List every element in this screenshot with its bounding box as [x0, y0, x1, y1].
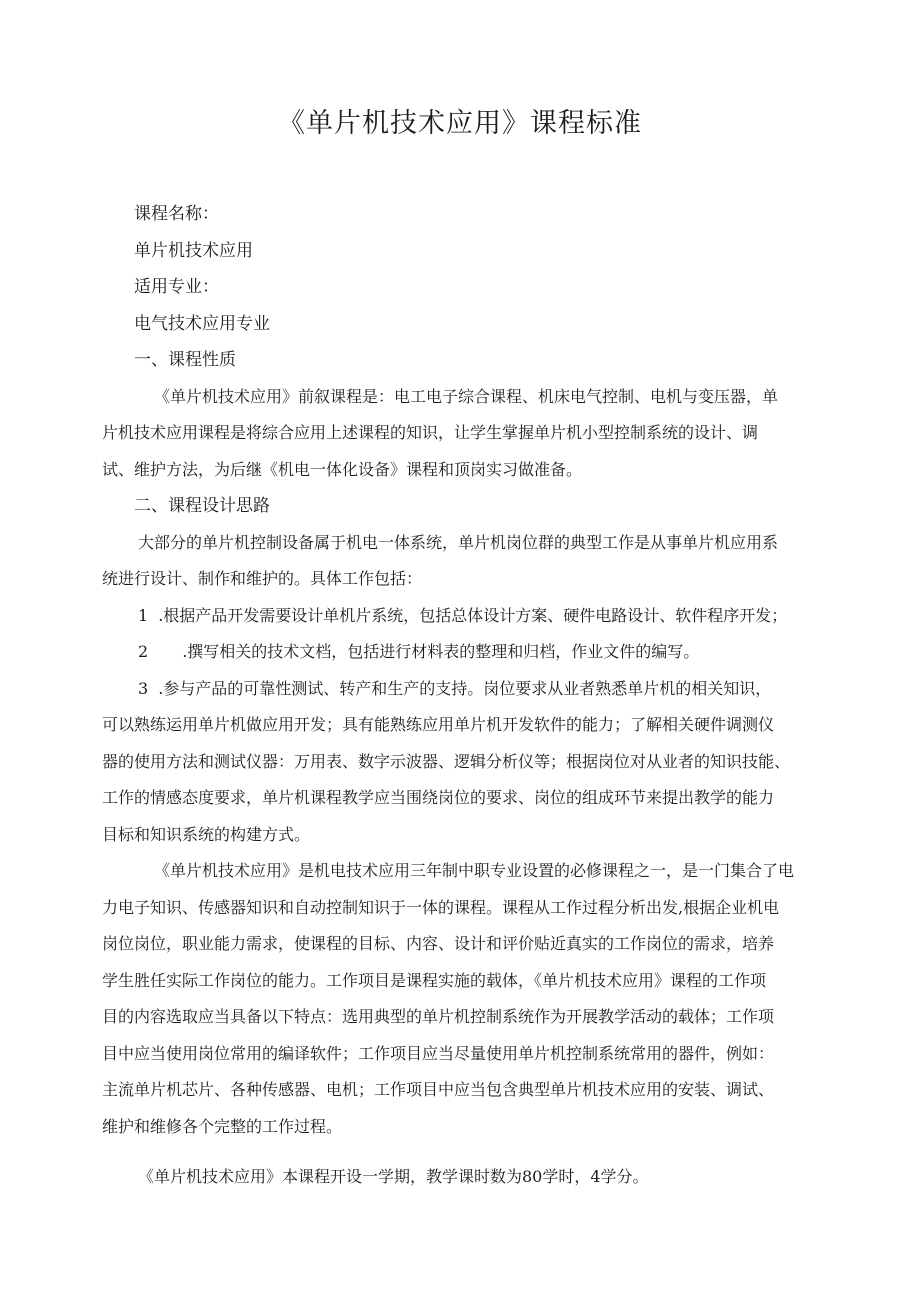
paragraph-line: 《单片机技术应用》是机电技术应用三年制中职专业设置的必修课程之一，是一门集合了电: [154, 861, 795, 880]
document-title: 《单片机技术应用》课程标准: [278, 108, 642, 139]
list-item-number: 1: [138, 605, 149, 625]
list-item-number: 3: [138, 678, 149, 698]
paragraph-spacer: [102, 1145, 832, 1159]
list-item-3-continuation: 目标和知识系统的构建方式。: [102, 824, 311, 844]
section1-line: 片机技术应用课程是将综合应用上述课程的知识，让学生掌握单片机小型控制系统的设计、调: [102, 423, 759, 442]
paragraph-line: 学生胜任实际工作岗位的能力。工作项目是课程实施的载体，《单片机技术应用》课程的工作项: [102, 970, 767, 990]
list-item-text: .撰写相关的技术文档，包括进行材料表的整理和归档，作业文件的编写。: [182, 642, 700, 661]
paragraph-line: 力电子知识、传感器知识和自动控制知识于一体的课程。课程从工作过程分析出发,根据企业机电: [102, 897, 780, 917]
list-item-3-continuation: 器的使用方法和测试仪器：万用表、数字示波器、逻辑分析仪等；根据岗位对从业者的知识技能、: [102, 751, 791, 771]
list-item-3: [102, 671, 832, 708]
course-name-label: 课程名称：: [134, 204, 219, 224]
section1-line: 试、维护方法，为后继《机电一体化设备》课程和顶岗实习做准备。: [102, 459, 583, 479]
course-name-value: 单片机技术应用: [134, 240, 253, 261]
section1-heading: 一、课程性质: [134, 350, 236, 370]
major-value: 电气技术应用专业: [134, 313, 270, 334]
list-item-text: .根据产品开发需要设计单机片系统，包括总体设计方案、硬件电路设计、软件程序开发；: [158, 605, 788, 625]
list-item-text: .参与产品的可靠性测试、转产和生产的支持。岗位要求从业者熟悉单片机的相关知识，: [158, 678, 772, 698]
paragraph-line: 主流单片机芯片、各种传感器、电机；工作项目中应当包含典型单片机技术应用的安装、调试、: [102, 1080, 775, 1099]
section1-line: 《单片机技术应用》前叙课程是：电工电子综合课程、机床电气控制、电机与变压器，单: [154, 386, 779, 406]
section2-intro-line: 统进行设计、制作和维护的。具体工作包括：: [102, 569, 423, 588]
list-item-3-continuation: 工作的情感态度要求，单片机课程教学应当围绕岗位的要求、岗位的组成环节来提出教学的能力: [102, 788, 775, 807]
paragraph-line: 目中应当使用岗位常用的编译软件；工作项目应当尽量使用单片机控制系统常用的器件，例如：: [102, 1043, 775, 1063]
paragraph-line: 维护和维修各个完整的工作过程。: [102, 1116, 343, 1136]
list-item-number: 2: [138, 642, 149, 661]
paragraph-line: 岗位岗位，职业能力需求，使课程的目标、内容、设计和评价贴近真实的工作岗位的需求，培养: [102, 934, 775, 953]
paragraph-line: 目的内容选取应当具备以下特点：选用典型的单片机控制系统作为开展教学活动的载体；工作项: [102, 1007, 775, 1026]
closing-line: 《单片机技术应用》本课程开设一学期，教学课时数为80学时，4学分。: [138, 1167, 649, 1186]
list-item-2: [102, 634, 832, 671]
list-item-1: [102, 598, 832, 635]
major-label: 适用专业：: [134, 277, 219, 297]
section2-intro-line: 大部分的单片机控制设备属于机电一体系统，单片机岗位群的典型工作是从事单片机应用系: [138, 532, 779, 552]
document-body: [102, 196, 832, 1196]
list-item-3-continuation: 可以熟练运用单片机做应用开发；具有能熟练应用单片机开发软件的能力；了解相关硬件调测仪: [102, 715, 775, 734]
section2-heading: 二、课程设计思路: [134, 496, 270, 516]
